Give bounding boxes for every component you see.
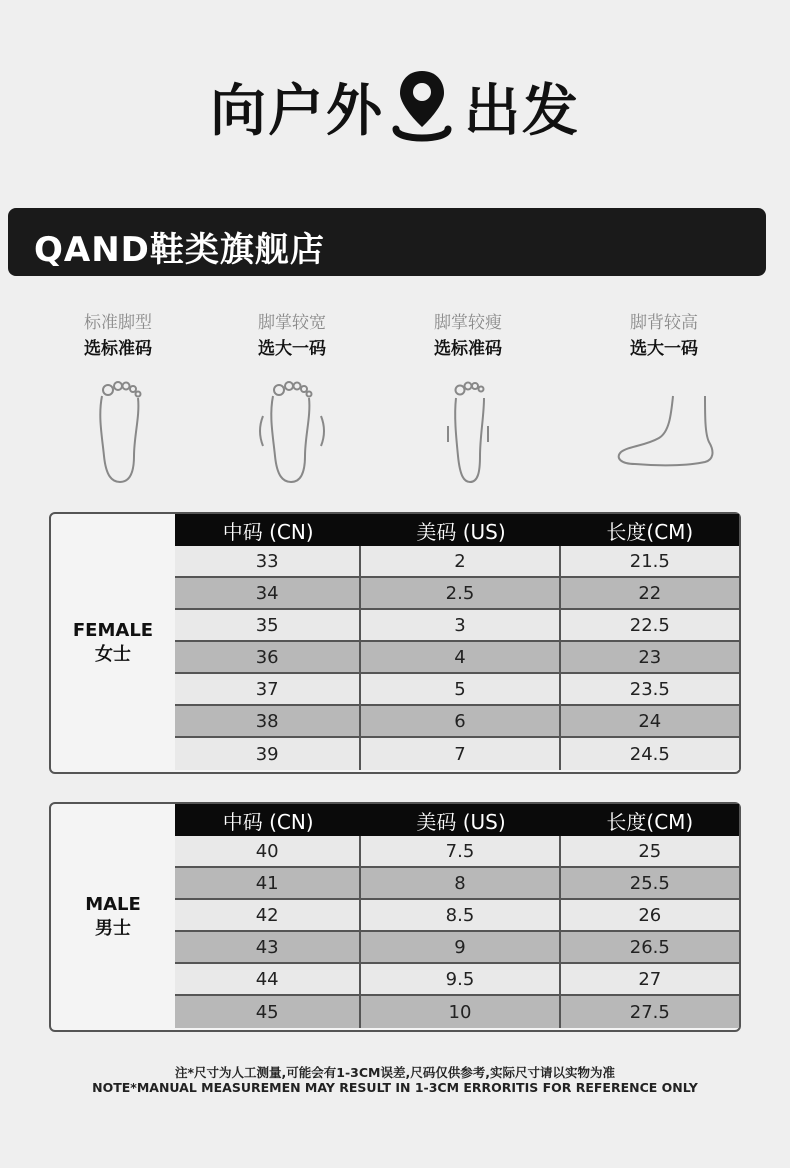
header-us-size: 美码 (US) <box>416 519 506 544</box>
foot-guide-wide <box>212 310 372 486</box>
foot-type-label: 标准脚型 <box>84 313 152 333</box>
title-left: 向户外 <box>210 79 384 144</box>
length-cell: 27.5 <box>561 996 739 1028</box>
table-row <box>175 868 739 900</box>
female-label <box>51 514 175 772</box>
us-size-cell: 3 <box>361 610 560 642</box>
cn-size-cell: 36 <box>175 642 361 674</box>
cn-size-cell: 43 <box>175 932 361 964</box>
foot-type-label: 脚背较高 <box>630 313 698 333</box>
us-size-cell: 7 <box>361 738 560 770</box>
table-row <box>175 610 739 642</box>
cn-size-cell: 41 <box>175 868 361 900</box>
table-row <box>175 932 739 964</box>
note-chinese: 注*尺寸为人工测量,可能会有1-3CM误差,尺码仅供参考,实际尺寸请以实物为准 <box>175 1065 615 1080</box>
gender-label-cn: 男士 <box>95 918 131 939</box>
cn-size-cell: 42 <box>175 900 361 932</box>
table-row <box>175 964 739 996</box>
foot-advice-label: 选大一码 <box>630 339 698 359</box>
male-label <box>51 804 175 1030</box>
us-size-cell: 4 <box>361 642 560 674</box>
length-cell: 27 <box>561 964 739 996</box>
length-cell: 25.5 <box>561 868 739 900</box>
standard-foot-icon <box>88 376 148 486</box>
table-row <box>175 738 739 770</box>
table-row <box>175 578 739 610</box>
table-row <box>175 996 739 1028</box>
foot-guide-high-instep <box>584 310 744 486</box>
page-title <box>0 62 790 152</box>
table-row <box>175 674 739 706</box>
table-row <box>175 836 739 868</box>
us-size-cell: 8 <box>361 868 560 900</box>
foot-advice-label: 选大一码 <box>258 339 326 359</box>
table-header <box>175 804 739 836</box>
location-pin-icon <box>390 67 454 147</box>
header-length: 长度(CM) <box>606 519 694 544</box>
header-length: 长度(CM) <box>606 809 694 834</box>
length-cell: 22.5 <box>561 610 739 642</box>
foot-type-label: 脚掌较宽 <box>258 313 326 333</box>
us-size-cell: 9 <box>361 932 560 964</box>
us-size-cell: 5 <box>361 674 560 706</box>
cn-size-cell: 38 <box>175 706 361 738</box>
table-header <box>175 514 739 546</box>
table-row <box>175 900 739 932</box>
length-cell: 26.5 <box>561 932 739 964</box>
narrow-foot-icon <box>438 376 498 486</box>
header-us-size: 美码 (US) <box>416 809 506 834</box>
brand-banner <box>8 208 766 276</box>
cn-size-cell: 33 <box>175 546 361 578</box>
gender-label-en: MALE <box>85 894 141 915</box>
length-cell: 25 <box>561 836 739 868</box>
header-cn-size: 中码 (CN) <box>222 809 314 834</box>
high-instep-foot-icon <box>609 376 719 486</box>
male-size-table <box>49 802 741 1032</box>
cn-size-cell: 44 <box>175 964 361 996</box>
foot-type-label: 脚掌较瘦 <box>434 313 502 333</box>
cn-size-cell: 37 <box>175 674 361 706</box>
us-size-cell: 7.5 <box>361 836 560 868</box>
length-cell: 24 <box>561 706 739 738</box>
wide-foot-icon <box>257 376 327 486</box>
us-size-cell: 9.5 <box>361 964 560 996</box>
foot-guide-narrow <box>388 310 548 486</box>
length-cell: 21.5 <box>561 546 739 578</box>
length-cell: 22 <box>561 578 739 610</box>
foot-advice-label: 选标准码 <box>84 339 152 359</box>
male-size-grid <box>175 804 739 1028</box>
cn-size-cell: 34 <box>175 578 361 610</box>
length-cell: 24.5 <box>561 738 739 770</box>
brand-name: QAND鞋类旗舰店 <box>34 230 325 270</box>
table-row <box>175 642 739 674</box>
length-cell: 26 <box>561 900 739 932</box>
header-cn-size: 中码 (CN) <box>222 519 314 544</box>
cn-size-cell: 40 <box>175 836 361 868</box>
us-size-cell: 10 <box>361 996 560 1028</box>
note-english: NOTE*MANUAL MEASUREMEN MAY RESULT IN 1-3CM ERRORITIS FOR REFERENCE ONLY <box>92 1080 698 1095</box>
table-row <box>175 546 739 578</box>
title-right: 出发 <box>464 79 580 144</box>
us-size-cell: 2.5 <box>361 578 560 610</box>
length-cell: 23.5 <box>561 674 739 706</box>
foot-advice-label: 选标准码 <box>434 339 502 359</box>
female-size-table <box>49 512 741 774</box>
us-size-cell: 6 <box>361 706 560 738</box>
table-row <box>175 706 739 738</box>
foot-guide-standard <box>38 310 198 486</box>
female-size-grid <box>175 514 739 770</box>
cn-size-cell: 35 <box>175 610 361 642</box>
foot-type-guide <box>0 310 790 500</box>
cn-size-cell: 45 <box>175 996 361 1028</box>
length-cell: 23 <box>561 642 739 674</box>
us-size-cell: 2 <box>361 546 560 578</box>
cn-size-cell: 39 <box>175 738 361 770</box>
us-size-cell: 8.5 <box>361 900 560 932</box>
gender-label-cn: 女士 <box>95 644 131 665</box>
gender-label-en: FEMALE <box>72 620 154 641</box>
